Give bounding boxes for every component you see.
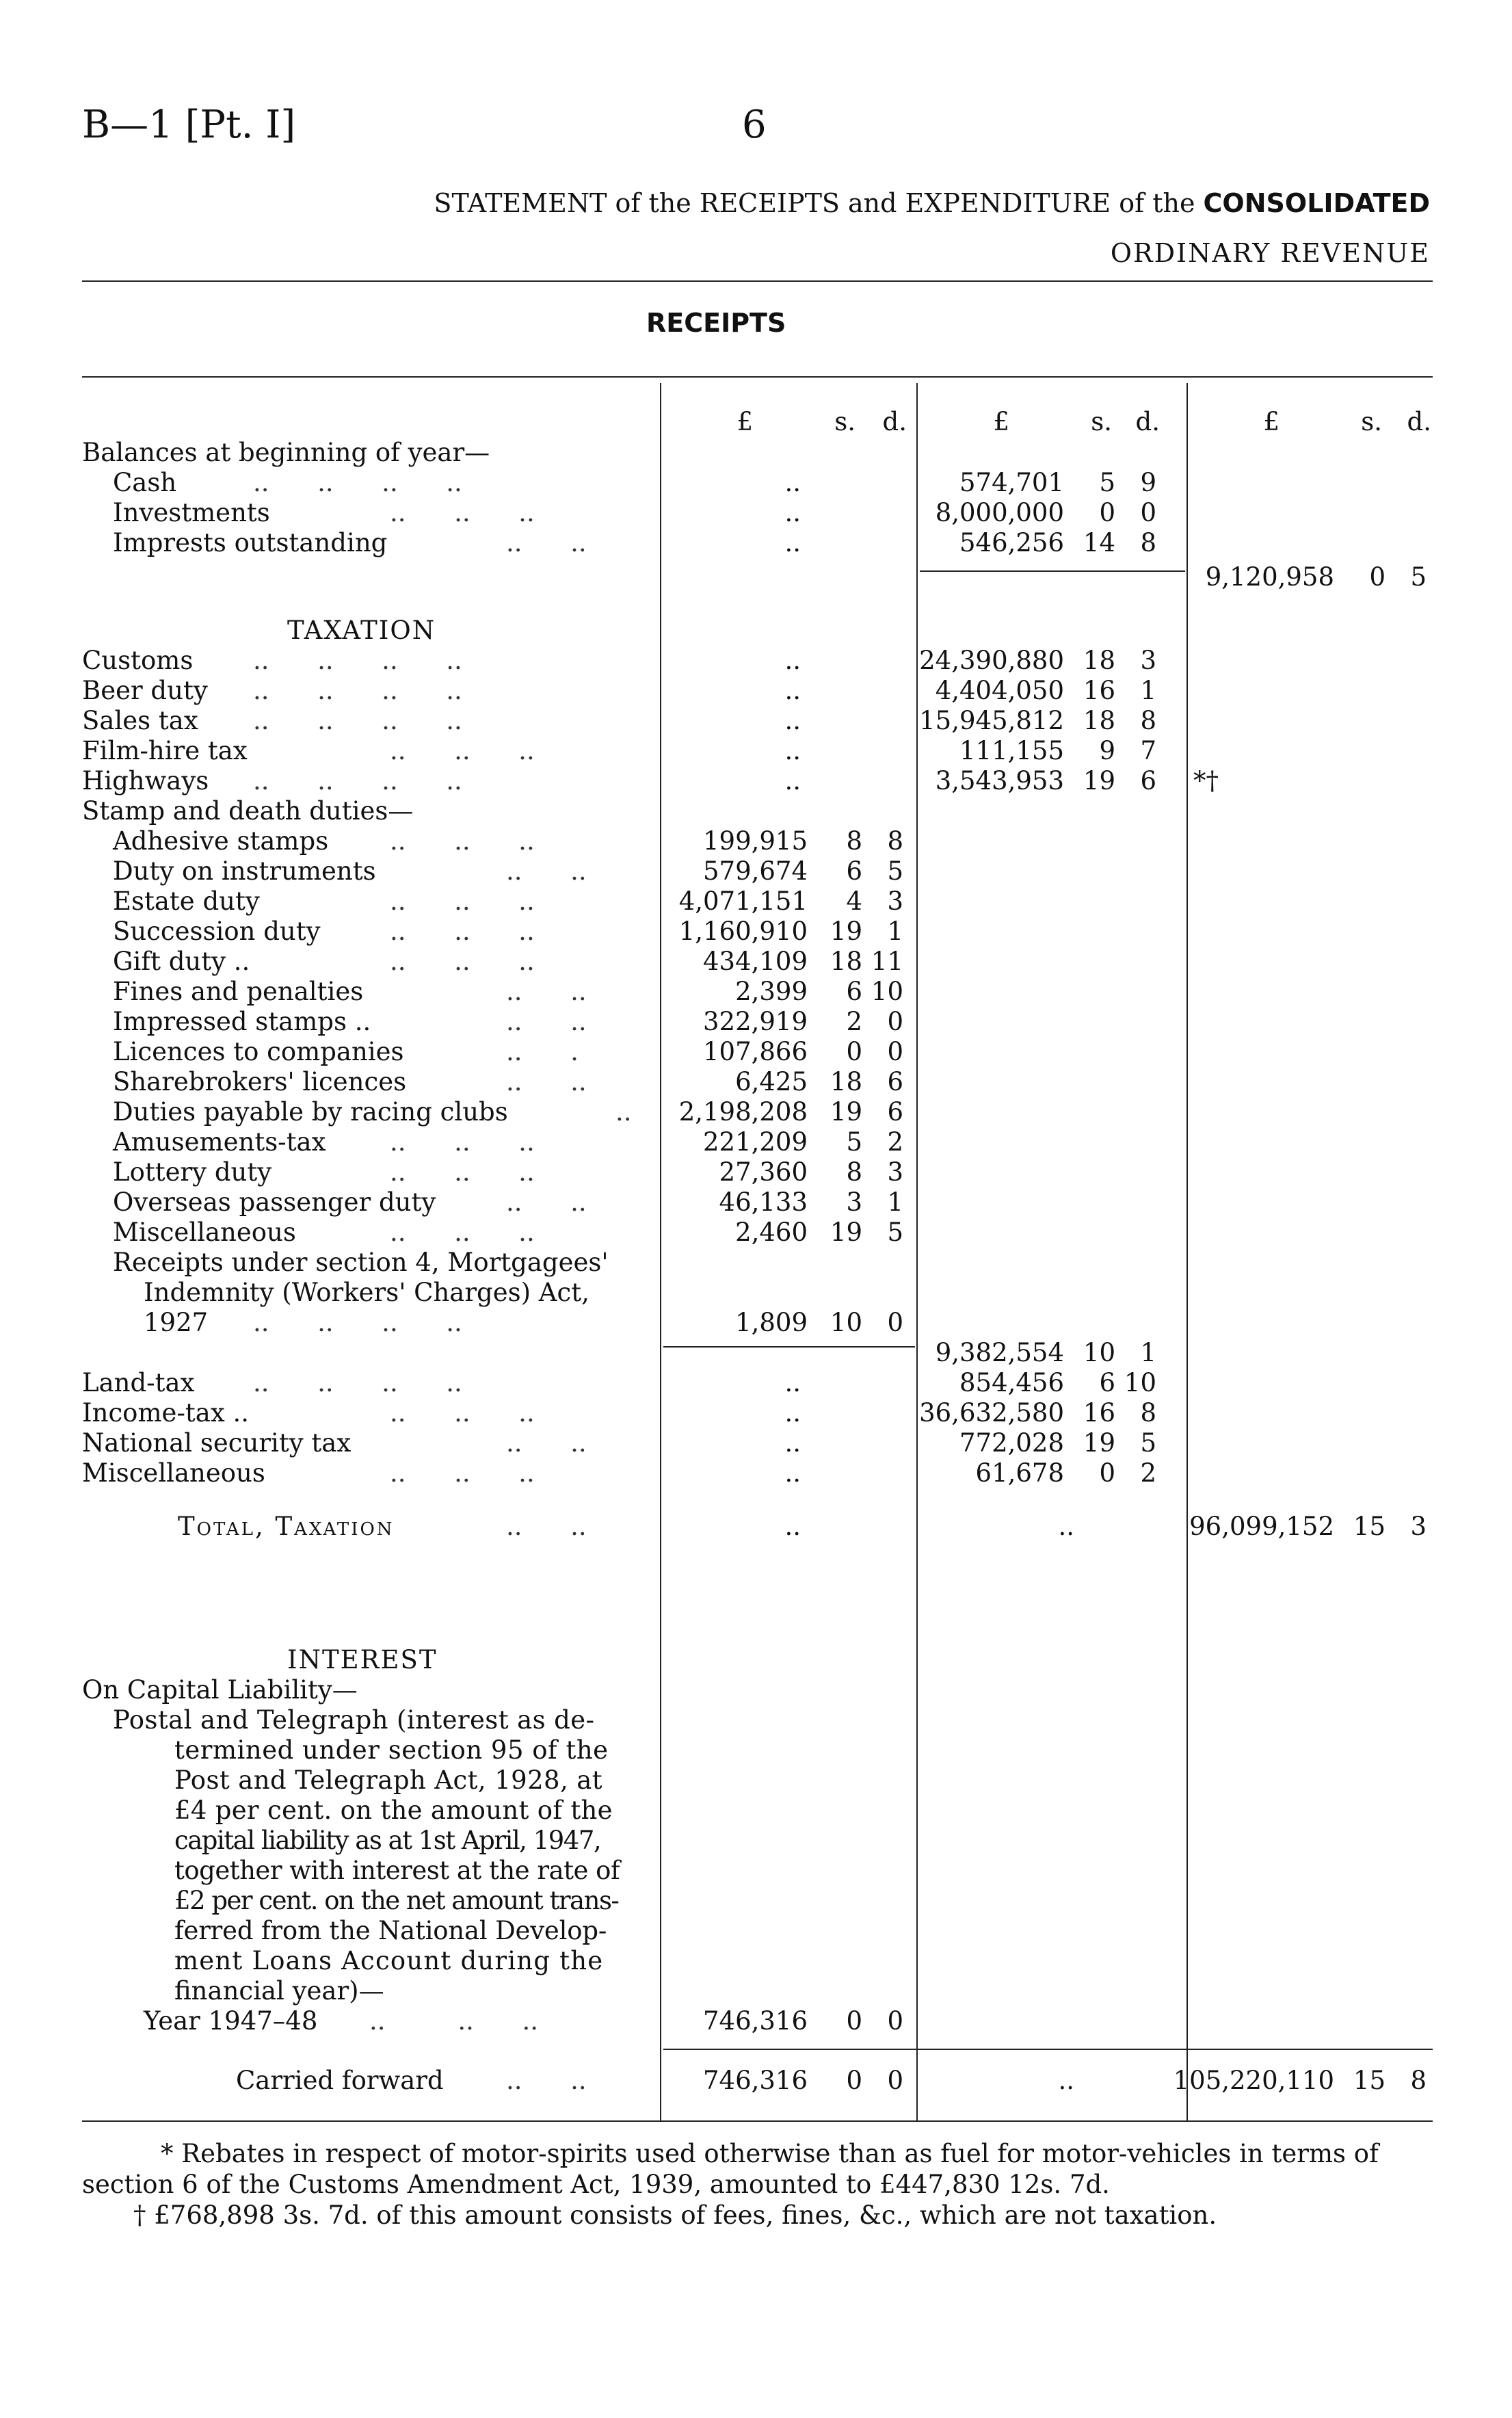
col1-pounds: 4,071,151 — [678, 886, 808, 916]
para-line: £4 per cent. on the amount of the — [174, 1796, 613, 1825]
col2-pounds: 3,543,953 — [935, 766, 1064, 796]
row-label: Overseas passenger duty — [113, 1187, 436, 1217]
footnote-marker: *† — [1193, 766, 1219, 796]
para-line: ferred from the National Develop- — [174, 1916, 607, 1945]
year-label: Year 1947–48 — [144, 2006, 318, 2036]
col2-pence: 10 — [1124, 1368, 1156, 1397]
table-row — [0, 468, 1512, 498]
col2-pence: 5 — [1140, 1428, 1156, 1458]
col2-pence: 1 — [1140, 1338, 1156, 1367]
interest-para-line — [0, 1826, 1512, 1856]
taxation-heading: TAXATION — [287, 616, 436, 645]
interest-subheading-row — [0, 1675, 1512, 1705]
col1-pounds: 6,425 — [735, 1067, 808, 1096]
mortgagees-line2: Indemnity (Workers' Charges) Act, — [144, 1278, 589, 1307]
row-label: Miscellaneous — [113, 1218, 296, 1247]
col2-shillings: 18 — [1083, 706, 1115, 735]
table-row — [0, 528, 1512, 558]
table-row — [0, 1037, 1512, 1067]
col2-pounds: 4,404,050 — [935, 676, 1064, 705]
col2-shillings: 10 — [1083, 1338, 1115, 1367]
leader-dots: .. .. .. — [390, 1157, 535, 1187]
col2-pence-head: d. — [1135, 407, 1160, 436]
row-label: Gift duty .. — [113, 947, 250, 976]
col1-pounds: 1,809 — [735, 1308, 808, 1337]
taxation-total-row — [0, 1512, 1512, 1542]
col2-pence: 3 — [1140, 646, 1156, 675]
table-row — [0, 826, 1512, 856]
interest-heading-row — [0, 1645, 1512, 1675]
para-line: capital liability as at 1st April, 1947, — [174, 1826, 601, 1855]
table-row — [0, 1458, 1512, 1488]
row-label: Succession duty — [113, 917, 321, 946]
row-label: National security tax — [82, 1428, 352, 1458]
leader-dots: .. .. — [506, 977, 587, 1006]
col1-shillings: 19 — [830, 917, 862, 946]
row-label: Impressed stamps .. — [113, 1007, 371, 1036]
col2-pence: 8 — [1140, 528, 1156, 557]
row-label: Sales tax — [82, 706, 198, 735]
col1-pence: 1 — [887, 1187, 903, 1217]
col1-pounds: 221,209 — [702, 1127, 808, 1157]
col2-pounds: 546,256 — [959, 528, 1064, 557]
col3-shillings: 15 — [1353, 2066, 1385, 2095]
statement-title-bold: CONSOLIDATED — [1203, 188, 1430, 218]
para-line: ment Loans Account during the — [174, 1946, 604, 1975]
footnote-star-line1: * Rebates in respect of motor-spirits used otherwise than as fuel for motor-vehicles in terms of — [161, 2139, 1379, 2168]
mortgagees-line2-row — [0, 1278, 1512, 1308]
col3-pounds: 9,120,958 — [1205, 562, 1334, 592]
col2-shillings: 19 — [1083, 1428, 1115, 1458]
table-row — [0, 977, 1512, 1007]
col2-shillings: 0 — [1099, 1458, 1115, 1488]
col1-shillings: 10 — [830, 1308, 862, 1337]
col3-pence: 5 — [1410, 562, 1427, 592]
col1-pence: 5 — [887, 856, 903, 886]
leader-dots: .. .. — [506, 528, 587, 557]
row-label: Cash — [113, 468, 177, 497]
col2-shillings: 6 — [1099, 1368, 1115, 1397]
leader-dots: .. .. — [506, 1067, 587, 1096]
col2-pounds: 24,390,880 — [919, 646, 1064, 675]
interest-year-row — [0, 2006, 1512, 2036]
col1-pence: 0 — [887, 2006, 903, 2036]
col1-pounds: 1,160,910 — [678, 917, 808, 946]
col1-value: .. — [784, 676, 801, 705]
col1-value: .. — [784, 1368, 801, 1397]
row-label: Highways — [82, 766, 209, 796]
balances-heading-row — [0, 438, 1512, 468]
para-line: Post and Telegraph Act, 1928, at — [174, 1765, 603, 1795]
leader-dots: .. .. .. — [390, 826, 535, 856]
leader-dots: .. . — [506, 1037, 579, 1066]
leader-dots: .. .. .. — [390, 1218, 535, 1247]
col1-shillings: 4 — [846, 886, 862, 916]
col1-value: .. — [784, 528, 801, 557]
col2-pounds: 111,155 — [959, 736, 1064, 765]
col3-shillings-head: s. — [1361, 407, 1382, 436]
interest-subheading: On Capital Liability— — [82, 1675, 358, 1705]
table-row — [0, 1368, 1512, 1398]
col1-pence: 2 — [887, 1127, 903, 1157]
col3-pounds-head: £ — [1263, 407, 1279, 436]
col1-value: .. — [784, 498, 801, 527]
table-row — [0, 706, 1512, 736]
col2-pence: 8 — [1140, 706, 1156, 735]
col1-pounds: 46,133 — [719, 1187, 808, 1217]
row-label: Estate duty — [113, 886, 260, 916]
statement-title-prefix: STATEMENT of the RECEIPTS and EXPENDITURE of the — [434, 188, 1195, 218]
col2-shillings: 5 — [1099, 468, 1115, 497]
leader-dots: .. .. .. — [390, 917, 535, 946]
row-label: Duty on instruments — [113, 856, 376, 886]
col1-pounds: 2,460 — [735, 1218, 808, 1247]
leader-dots: .. .. .. — [390, 886, 535, 916]
col1-pence: 0 — [887, 2066, 903, 2095]
stamp-heading: Stamp and death duties— — [82, 796, 414, 826]
table-row — [0, 498, 1512, 528]
col3-pence: 3 — [1410, 1512, 1427, 1541]
leader-dots: .. .. .. .. — [253, 766, 462, 796]
col2-pence: 2 — [1140, 1458, 1156, 1488]
stamp-heading-row — [0, 796, 1512, 826]
carried-forward-label: Carried forward — [236, 2066, 444, 2095]
table-top-rule — [82, 376, 1433, 378]
table-row — [0, 856, 1512, 886]
col2-pounds: 854,456 — [959, 1368, 1064, 1397]
col2-pence: 1 — [1140, 676, 1156, 705]
statement-title-line1 — [434, 188, 1430, 218]
row-label: Duties payable by racing clubs — [113, 1097, 508, 1127]
col1-shillings: 8 — [846, 826, 862, 856]
col1-pounds: 199,915 — [702, 826, 808, 856]
col1-value: .. — [784, 1398, 801, 1428]
col1-pence: 10 — [871, 977, 903, 1006]
col2-pounds: 8,000,000 — [935, 498, 1064, 527]
col1-pence: 6 — [887, 1097, 903, 1127]
col1-pence: 1 — [887, 917, 903, 946]
footnote-dagger: † £768,898 3s. 7d. of this amount consists of fees, fines, &c., which are not taxation. — [133, 2200, 1217, 2230]
mortgagees-line1: Receipts under section 4, Mortgagees' — [113, 1248, 609, 1277]
row-label: Licences to companies — [113, 1037, 404, 1066]
table-row — [0, 1007, 1512, 1037]
interest-para-line — [0, 1735, 1512, 1765]
row-label: Income-tax .. — [82, 1398, 250, 1428]
table-row — [0, 1157, 1512, 1187]
footnote-star-line2: section 6 of the Customs Amendment Act, 1939, amounted to £447,830 12s. 7d. — [82, 2170, 1110, 2199]
col1-shillings: 8 — [846, 1157, 862, 1187]
taxation-total-label: Total, Taxation — [178, 1512, 395, 1541]
interest-para-line — [0, 1976, 1512, 2006]
para-line: together with interest at the rate of — [174, 1856, 620, 1885]
row-label: Adhesive stamps — [113, 826, 329, 856]
leader-dots: .. .. .. — [390, 947, 535, 976]
table-row — [0, 766, 1512, 796]
balances-total-row — [0, 562, 1512, 592]
col1-value: .. — [784, 646, 801, 675]
col2-pence: 9 — [1140, 468, 1156, 497]
page-number: 6 — [742, 103, 767, 147]
col2-pence: 6 — [1140, 766, 1156, 796]
leader-dots: .. .. .. .. — [253, 676, 462, 705]
col1-pounds: 579,674 — [702, 856, 808, 886]
col3-pounds: 105,220,110 — [1173, 2066, 1334, 2095]
col2-shillings: 19 — [1083, 766, 1115, 796]
col2-pounds: 36,632,580 — [919, 1398, 1064, 1428]
col1-shillings: 0 — [846, 2066, 862, 2095]
leader-dots: .. .. .. .. — [253, 468, 462, 497]
col2-pence: 8 — [1140, 1398, 1156, 1428]
row-label: Land-tax — [82, 1368, 195, 1397]
col1-shillings: 0 — [846, 1037, 862, 1066]
col2-pounds: 61,678 — [975, 1458, 1064, 1488]
col1-pounds: 746,316 — [702, 2006, 808, 2036]
col3-pence-head: d. — [1407, 407, 1431, 436]
mortgagees-line3: 1927 — [144, 1308, 209, 1337]
table-row — [0, 947, 1512, 977]
interest-para-line — [0, 1705, 1512, 1735]
row-label: Beer duty — [82, 676, 208, 705]
col1-pence: 8 — [887, 826, 903, 856]
col2-pounds: 9,382,554 — [935, 1338, 1064, 1367]
carried-forward-row — [0, 2066, 1512, 2096]
col2-shillings: 18 — [1083, 646, 1115, 675]
col3-pence: 8 — [1410, 2066, 1427, 2095]
row-label: Lottery duty — [113, 1157, 272, 1187]
leader-dots: .. .. .. — [390, 1458, 535, 1488]
column-headers — [0, 407, 1512, 437]
interest-para-line — [0, 1946, 1512, 1976]
interest-para-line — [0, 1796, 1512, 1826]
col1-pounds: 2,399 — [735, 977, 808, 1006]
col1-pence: 0 — [887, 1308, 903, 1337]
table-row — [0, 886, 1512, 917]
col2-value: .. — [1058, 2066, 1074, 2095]
col3-shillings: 0 — [1369, 562, 1385, 592]
table-bottom-rule — [82, 2120, 1433, 2122]
row-label: Film-hire tax — [82, 736, 248, 765]
leader-dots: .. .. .. — [390, 498, 535, 527]
col1-value: .. — [784, 468, 801, 497]
col2-pounds-head: £ — [993, 407, 1009, 436]
row-label: Imprests outstanding — [113, 528, 388, 557]
col1-value: .. — [784, 1428, 801, 1458]
table-row — [0, 1187, 1512, 1218]
leader-dots: .. .. .. .. — [253, 1368, 462, 1397]
col2-shillings: 14 — [1083, 528, 1115, 557]
col1-pence: 3 — [887, 886, 903, 916]
statement-title-line2: ORDINARY REVENUE — [1110, 238, 1430, 268]
stamp-total-row — [0, 1338, 1512, 1368]
col1-shillings: 18 — [830, 947, 862, 976]
para-line: termined under section 95 of the — [174, 1735, 609, 1765]
col2-pounds: 772,028 — [959, 1428, 1064, 1458]
leader-dots: .. .. — [506, 1512, 587, 1541]
table-row — [0, 917, 1512, 947]
table-row — [0, 1428, 1512, 1458]
row-label: Investments — [113, 498, 270, 527]
col1-pounds-head: £ — [737, 407, 753, 436]
section-heading: RECEIPTS — [646, 308, 786, 338]
col1-shillings: 6 — [846, 856, 862, 886]
col1-pence: 0 — [887, 1037, 903, 1066]
mortgagees-line3-row — [0, 1308, 1512, 1338]
para-line: Postal and Telegraph (interest as de- — [113, 1705, 595, 1735]
interest-para-line — [0, 1765, 1512, 1796]
col1-value: .. — [784, 706, 801, 735]
col1-shillings: 2 — [846, 1007, 862, 1036]
col1-shillings: 3 — [846, 1187, 862, 1217]
interest-para-line — [0, 1856, 1512, 1886]
col1-pounds: 27,360 — [719, 1157, 808, 1187]
leader-dots: .. .. — [506, 2066, 587, 2095]
table-row — [0, 1218, 1512, 1248]
document-reference: B—1 [Pt. I] — [82, 103, 296, 147]
col1-pence: 0 — [887, 1007, 903, 1036]
leader-dots: .. .. — [506, 856, 587, 886]
col1-shillings: 0 — [846, 2006, 862, 2036]
table-row — [0, 1398, 1512, 1428]
interest-para-line — [0, 1916, 1512, 1946]
col2-pence: 7 — [1140, 736, 1156, 765]
col1-value: .. — [784, 1512, 801, 1541]
col1-shillings: 19 — [830, 1097, 862, 1127]
table-row — [0, 676, 1512, 706]
table-row — [0, 736, 1512, 766]
col2-shillings-head: s. — [1091, 407, 1112, 436]
col2-value: .. — [1058, 1512, 1074, 1541]
leader-dots: .. .. .. .. — [253, 706, 462, 735]
leader-dots: .. .. .. — [390, 1398, 535, 1428]
col3-pounds: 96,099,152 — [1189, 1512, 1334, 1541]
col2-pence: 0 — [1140, 498, 1156, 527]
table-row — [0, 1127, 1512, 1157]
carried-forward-top-rule — [663, 2049, 1433, 2050]
col1-shillings: 6 — [846, 977, 862, 1006]
row-label: Miscellaneous — [82, 1458, 265, 1488]
para-line: £2 per cent. on the net amount trans- — [174, 1886, 619, 1915]
row-label: Sharebrokers' licences — [113, 1067, 407, 1096]
balances-heading: Balances at beginning of year— — [82, 438, 490, 467]
col1-shillings: 18 — [830, 1067, 862, 1096]
col1-pence: 6 — [887, 1067, 903, 1096]
col1-shillings: 5 — [846, 1127, 862, 1157]
col1-pence-head: d. — [882, 407, 907, 436]
leader-dots: .. .. — [506, 1428, 587, 1458]
leader-dots: .. .. .. .. — [253, 646, 462, 675]
taxation-heading-row — [0, 616, 1512, 646]
row-label: Fines and penalties — [113, 977, 364, 1006]
row-label: Customs — [82, 646, 194, 675]
col1-value: .. — [784, 1458, 801, 1488]
mortgagees-line1-row — [0, 1248, 1512, 1278]
leader-dots: .. — [615, 1097, 632, 1127]
col1-shillings: 19 — [830, 1218, 862, 1247]
col2-shillings: 16 — [1083, 676, 1115, 705]
leader-dots: .. .. — [506, 1007, 587, 1036]
col1-shillings-head: s. — [834, 407, 856, 436]
col2-shillings: 0 — [1099, 498, 1115, 527]
table-row — [0, 646, 1512, 676]
table-row — [0, 1097, 1512, 1127]
row-label: Amusements-tax — [113, 1127, 326, 1157]
col2-pounds: 15,945,812 — [919, 706, 1064, 735]
col1-pounds: 107,866 — [702, 1037, 808, 1066]
col1-pounds: 322,919 — [702, 1007, 808, 1036]
col1-value: .. — [784, 766, 801, 796]
table-row — [0, 1067, 1512, 1097]
col1-pounds: 746,316 — [702, 2066, 808, 2095]
para-line: financial year)— — [174, 1976, 384, 2006]
col1-pence: 5 — [887, 1218, 903, 1247]
leader-dots: .. .. .. — [390, 736, 535, 765]
col1-value: .. — [784, 736, 801, 765]
col2-pounds: 574,701 — [959, 468, 1064, 497]
leader-dots: .. .. — [506, 1187, 587, 1217]
col1-pence: 3 — [887, 1157, 903, 1187]
leader-dots: .. .. .. .. — [253, 1308, 462, 1337]
title-rule — [82, 280, 1433, 282]
leader-dots: .. .. .. — [390, 1127, 535, 1157]
leader-dots: .. .. .. — [369, 2006, 538, 2036]
col1-pounds: 2,198,208 — [678, 1097, 808, 1127]
interest-para-line — [0, 1886, 1512, 1916]
col3-shillings: 15 — [1353, 1512, 1385, 1541]
col2-shillings: 9 — [1099, 736, 1115, 765]
col2-shillings: 16 — [1083, 1398, 1115, 1428]
interest-heading: INTEREST — [287, 1645, 438, 1674]
col1-pounds: 434,109 — [702, 947, 808, 976]
col1-pence: 11 — [871, 947, 903, 976]
